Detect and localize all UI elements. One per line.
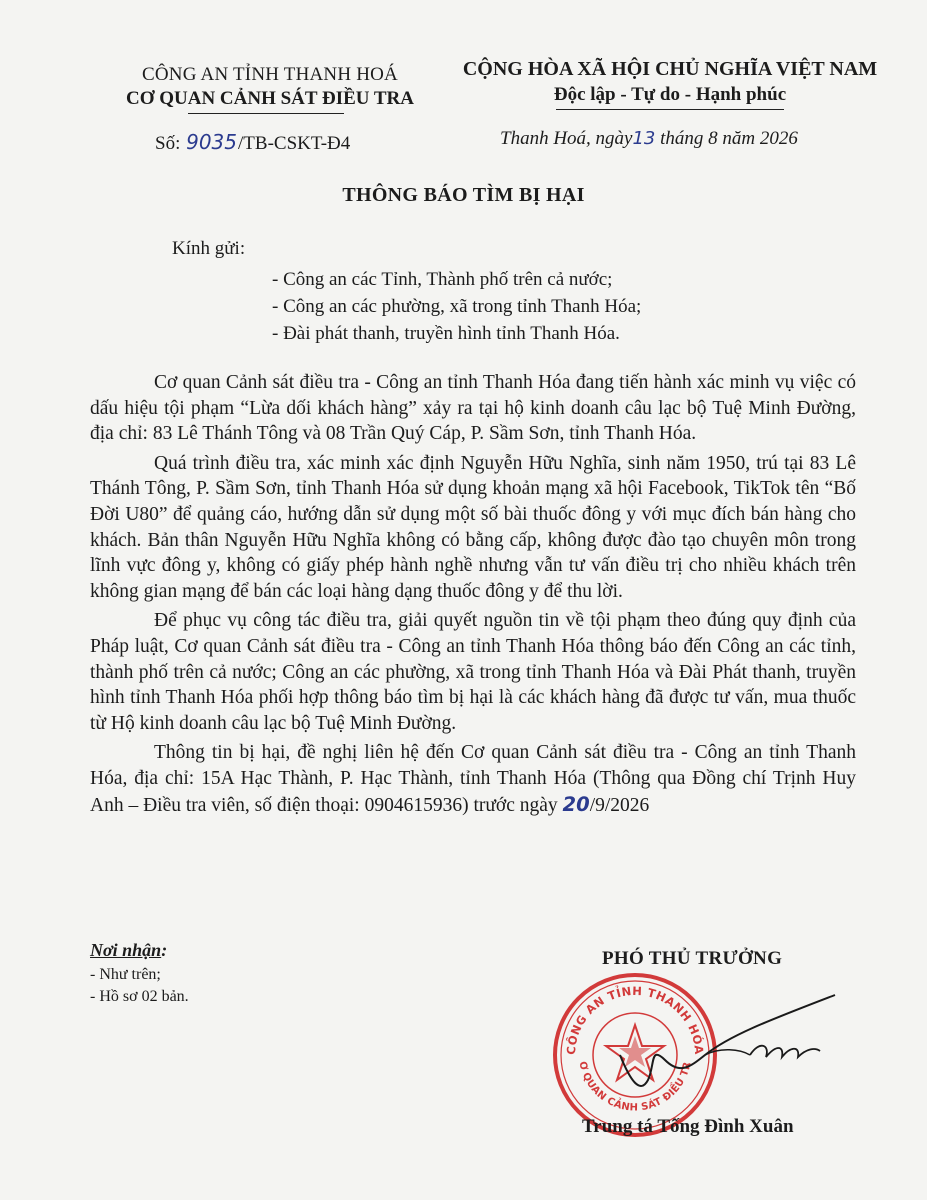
nation-name: CỘNG HÒA XÃ HỘI CHỦ NGHĨA VIỆT NAM	[462, 58, 878, 80]
doc-number-label: Số:	[155, 133, 181, 154]
recipient-item: - Công an các Tỉnh, Thành phố trên cả nước;	[272, 269, 613, 290]
place-date	[500, 128, 798, 150]
recipients-label: Kính gửi:	[172, 238, 246, 259]
doc-number-handwritten: 9035	[186, 130, 238, 154]
signer-title: PHÓ THỦ TRƯỞNG	[602, 948, 783, 969]
noi-nhan-text: Nơi nhận	[90, 940, 162, 960]
seal-text-bottom: Ơ QUAN CẢNH SÁT ĐIỀU TR	[576, 1060, 694, 1114]
nation-motto: Độc lập - Tự do - Hạnh phúc	[553, 84, 787, 105]
noi-nhan-label	[90, 940, 167, 961]
contact-text: Thông tin bị hại, đề nghị liên hệ đến Cơ quan Cảnh sát điều tra - Công an tỉnh Thanh Hóa, địa chỉ: 15A Hạc Thành, P. Hạc Thành, tỉnh Thanh Hóa (Thông qua Đồng chí Trịnh Huy Anh – Điều tra viên, số điện thoại: 0904615936) trước ngày	[90, 742, 856, 816]
document-title: THÔNG BÁO TÌM BỊ HẠI	[342, 184, 585, 206]
deadline-date-rest: /9/2026	[589, 794, 650, 816]
body-paragraph: Để phục vụ công tác điều tra, giải quyết nguồn tin về tội phạm theo đúng quy định của Pháp luật, Cơ quan Cảnh sát điều tra - Công an tỉnh Thanh Hóa thông báo đến Công an các tỉnh, thành phố trên cả nước; Công an các phường, xã trong tỉnh Thanh Hóa và Đài Phát thanh, truyền hình tỉnh Thanh Hóa phối hợp thông báo tìm bị hại là các khách hàng đã được tư vấn, mua thuốc từ Hộ kinh doanh câu lạc bộ Tuệ Minh Đường.	[90, 610, 856, 734]
doc-number-suffix: /TB-CSKT-Đ4	[238, 133, 351, 154]
agency-name-bottom: CƠ QUAN CẢNH SÁT ĐIỀU TRA	[125, 88, 415, 109]
body-paragraph-contact	[90, 740, 856, 818]
handwritten-signature	[610, 985, 850, 1105]
recipient-item: - Đài phát thanh, truyền hình tỉnh Thanh Hóa.	[272, 323, 620, 344]
date-month-year: tháng 8 năm 2026	[660, 128, 798, 149]
agency-name-top: CÔNG AN TỈNH THANH HOÁ	[142, 64, 398, 85]
agency-underline	[188, 113, 344, 114]
noi-nhan-item: - Hồ sơ 02 bản.	[90, 988, 189, 1005]
recipients-list	[272, 266, 641, 347]
signature-icon	[610, 985, 850, 1105]
seal-text-top: CÔNG AN TỈNH THANH HÓA	[563, 983, 707, 1056]
body-paragraph: Quá trình điều tra, xác minh xác định Nguyễn Hữu Nghĩa, sinh năm 1950, trú tại 83 Lê Thánh Tông, P. Sầm Sơn, tỉnh Thanh Hóa sử dụng khoản mạng xã hội Facebook, TikTok tên “Bố Đời U80” để quảng cáo, hướng dẫn sử dụng một số bài thuốc đông y với mục đích bán hàng cho khách. Bản thân Nguyễn Hữu Nghĩa không có bằng cấp, không được đào tạo chuyên môn trong lĩnh vực đông y, không có giấy phép hành nghề nhưng vẫn tư vấn điều trị cho nhiều khách trên không gian mạng để bán các loại hàng dạng thuốc đông y để thu lời.	[90, 452, 856, 602]
document-body	[90, 370, 856, 822]
date-day-handwritten: 13	[632, 128, 656, 149]
noi-nhan-item: - Như trên;	[90, 966, 161, 983]
noi-nhan-list	[90, 964, 189, 1008]
noi-nhan-colon: :	[161, 940, 168, 960]
place-prefix: Thanh Hoá, ngày	[500, 128, 633, 149]
body-paragraph: Cơ quan Cảnh sát điều tra - Công an tỉnh Thanh Hóa đang tiến hành xác minh vụ việc có dấu hiệu tội phạm “Lừa dối khách hàng” xảy ra tại hộ kinh doanh câu lạc bộ Tuệ Minh Đường, địa chỉ: 83 Lê Thánh Tông và 08 Trần Quý Cáp, P. Sầm Sơn, tỉnh Thanh Hóa.	[90, 372, 856, 445]
signer-name: Trung tá Tống Đình Xuân	[582, 1116, 794, 1137]
recipient-item: - Công an các phường, xã trong tỉnh Thanh Hóa;	[272, 296, 642, 317]
document-number	[155, 130, 350, 155]
deadline-day-handwritten: 20	[562, 792, 590, 816]
motto-underline	[556, 109, 784, 110]
